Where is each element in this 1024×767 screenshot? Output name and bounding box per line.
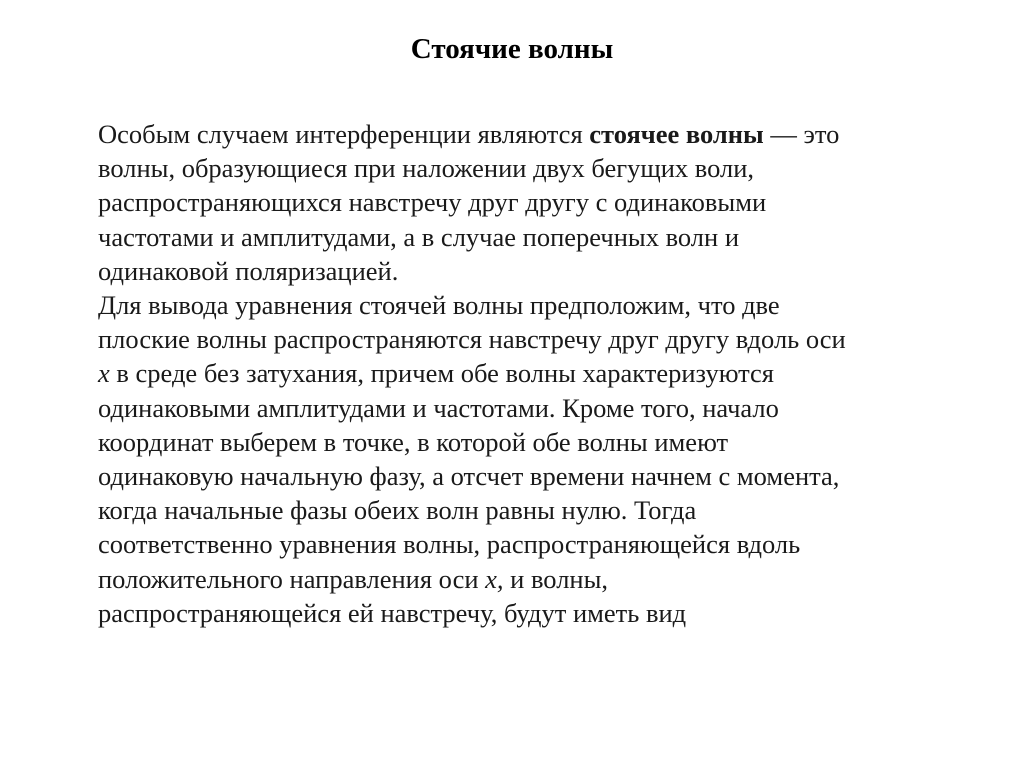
text-fragment: и волны, [503,563,609,594]
text-line [98,117,938,151]
text-line: частотами и амплитудами, а в случае поперечных волн и [98,221,740,252]
text-line: распространяющихся навстречу друг другу с одинаковыми [98,187,767,218]
text-line [98,356,938,390]
variable-x: x, [485,563,504,594]
text-fragment: в среде без затухания, причем обе волны характеризуются [109,358,774,389]
text-line: плоские волны распространяются навстречу друг другу вдоль оси [98,324,846,355]
text-line: одинаковую начальную фазу, а отсчет времени начнем с момента, [98,461,840,492]
text-line: волны, образующиеся при наложении двух бегущих воли, [98,153,755,184]
text-line [98,562,938,596]
text-line: соответственно уравнения волны, распространяющейся вдоль [98,529,801,560]
slide-title: Стоячие волны [410,33,614,65]
text-fragment: — это [763,119,840,149]
body-text [98,117,938,630]
text-line: одинаковой поляризацией. [98,255,399,286]
text-line: координат выберем в точке, в которой обе волны имеют [98,426,729,457]
text-line: когда начальные фазы обеих волн равны нулю. Тогда [98,495,697,526]
text-line: распространяющейся ей навстречу, будут иметь вид [98,597,687,628]
text-fragment: Особым случаем интерференции являются [98,119,590,149]
text-fragment: положительного направления оси [98,563,486,594]
variable-x: x [98,358,110,389]
text-line: одинаковыми амплитудами и частотами. Кроме того, начало [98,392,779,423]
text-line: Для вывода уравнения стоячей волны предположим, что две [98,290,780,321]
term-standing-waves: стоячее волны [589,119,764,149]
